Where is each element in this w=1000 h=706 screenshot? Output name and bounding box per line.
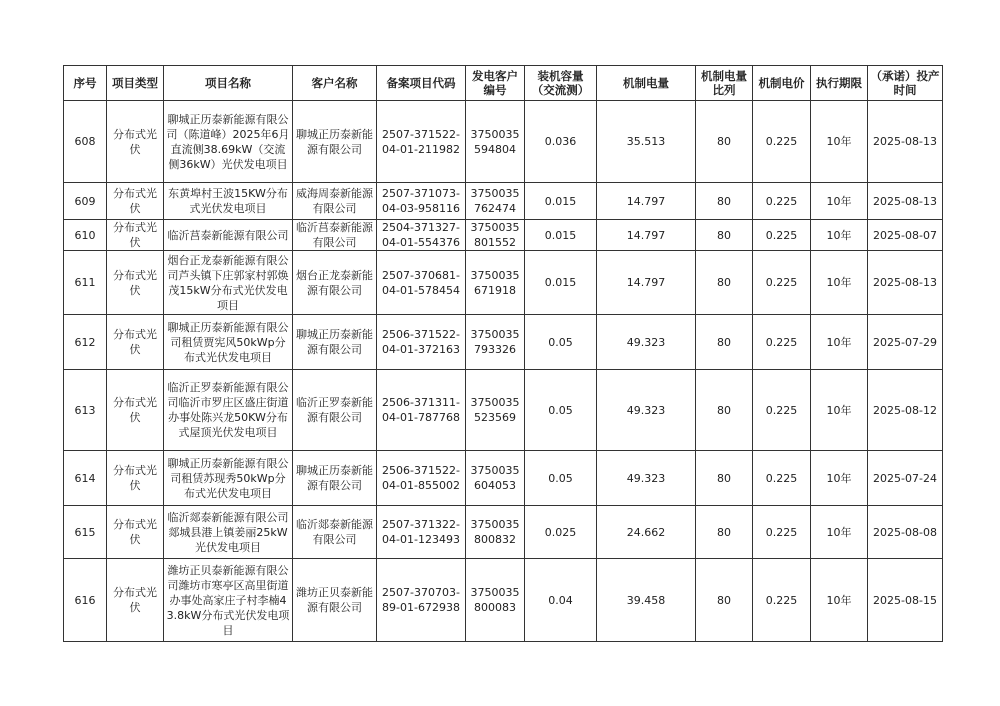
cell-capacity: 0.025 xyxy=(525,506,597,559)
table-row xyxy=(64,220,943,251)
cell-energy: 49.323 xyxy=(597,315,696,370)
cell-code: 2507-371322-04-01-123493 xyxy=(377,506,466,559)
cell-energy: 49.323 xyxy=(597,451,696,506)
cell-code: 2507-371073-04-03-958116 xyxy=(377,183,466,220)
cell-type: 分布式光伏 xyxy=(107,101,164,183)
cell-capacity: 0.05 xyxy=(525,370,597,451)
cell-price: 0.225 xyxy=(753,559,811,642)
header-ratio: 机制电量比列 xyxy=(696,66,753,101)
cell-capacity: 0.015 xyxy=(525,251,597,315)
cell-ratio: 80 xyxy=(696,506,753,559)
cell-no: 614 xyxy=(64,451,107,506)
cell-ratio: 80 xyxy=(696,315,753,370)
cell-capacity: 0.015 xyxy=(525,220,597,251)
cell-cust-no: 3750035523569 xyxy=(466,370,525,451)
cell-price: 0.225 xyxy=(753,183,811,220)
cell-code: 2506-371522-04-01-372163 xyxy=(377,315,466,370)
cell-name: 潍坊正贝泰新能源有限公司潍坊市寒亭区高里街道办事处高家庄子村李楠43.8kW分布式光伏发电项目 xyxy=(164,559,293,642)
cell-no: 609 xyxy=(64,183,107,220)
cell-date: 2025-07-29 xyxy=(868,315,943,370)
cell-code: 2507-370681-04-01-578454 xyxy=(377,251,466,315)
cell-term: 10年 xyxy=(811,559,868,642)
cell-ratio: 80 xyxy=(696,451,753,506)
cell-cust-no: 3750035801552 xyxy=(466,220,525,251)
cell-date: 2025-08-13 xyxy=(868,101,943,183)
cell-ratio: 80 xyxy=(696,101,753,183)
cell-type: 分布式光伏 xyxy=(107,315,164,370)
cell-name: 临沂正罗泰新能源有限公司临沂市罗庄区盛庄街道办事处陈兴龙50KW分布式屋顶光伏发电项目 xyxy=(164,370,293,451)
cell-price: 0.225 xyxy=(753,370,811,451)
cell-name: 聊城正历泰新能源有限公司租赁贾宪风50kWp分布式光伏发电项目 xyxy=(164,315,293,370)
cell-name: 聊城正历泰新能源有限公司租赁苏现秀50kWp分布式光伏发电项目 xyxy=(164,451,293,506)
cell-name: 临沂郯泰新能源有限公司郯城县港上镇姜丽25kW光伏发电项目 xyxy=(164,506,293,559)
cell-energy: 14.797 xyxy=(597,220,696,251)
table-row xyxy=(64,183,943,220)
cell-term: 10年 xyxy=(811,101,868,183)
cell-ratio: 80 xyxy=(696,183,753,220)
table-row xyxy=(64,315,943,370)
cell-customer: 临沂正罗泰新能源有限公司 xyxy=(293,370,377,451)
cell-energy: 14.797 xyxy=(597,183,696,220)
cell-ratio: 80 xyxy=(696,251,753,315)
cell-customer: 潍坊正贝泰新能源有限公司 xyxy=(293,559,377,642)
header-no: 序号 xyxy=(64,66,107,101)
cell-name: 烟台正龙泰新能源有限公司芦头镇下庄郭家村郭焕茂15kW分布式光伏发电项目 xyxy=(164,251,293,315)
header-cust-no: 发电客户编号 xyxy=(466,66,525,101)
cell-customer: 聊城正历泰新能源有限公司 xyxy=(293,315,377,370)
cell-no: 613 xyxy=(64,370,107,451)
cell-price: 0.225 xyxy=(753,101,811,183)
table-row xyxy=(64,451,943,506)
header-date: （承诺）投产时间 xyxy=(868,66,943,101)
cell-price: 0.225 xyxy=(753,315,811,370)
cell-code: 2504-371327-04-01-554376 xyxy=(377,220,466,251)
cell-type: 分布式光伏 xyxy=(107,451,164,506)
cell-cust-no: 3750035800083 xyxy=(466,559,525,642)
cell-cust-no: 3750035762474 xyxy=(466,183,525,220)
cell-date: 2025-07-24 xyxy=(868,451,943,506)
table-row xyxy=(64,251,943,315)
cell-customer: 临沂郯泰新能源有限公司 xyxy=(293,506,377,559)
cell-name: 聊城正历泰新能源有限公司（陈道峰）2025年6月直流侧38.69kW（交流侧36kW）光伏发电项目 xyxy=(164,101,293,183)
cell-term: 10年 xyxy=(811,451,868,506)
cell-date: 2025-08-08 xyxy=(868,506,943,559)
cell-type: 分布式光伏 xyxy=(107,220,164,251)
header-code: 备案项目代码 xyxy=(377,66,466,101)
cell-type: 分布式光伏 xyxy=(107,251,164,315)
project-table xyxy=(63,65,943,642)
header-term: 执行期限 xyxy=(811,66,868,101)
cell-code: 2506-371522-04-01-855002 xyxy=(377,451,466,506)
header-name: 项目名称 xyxy=(164,66,293,101)
cell-no: 615 xyxy=(64,506,107,559)
cell-code: 2506-371311-04-01-787768 xyxy=(377,370,466,451)
cell-type: 分布式光伏 xyxy=(107,559,164,642)
cell-cust-no: 3750035793326 xyxy=(466,315,525,370)
table-header-row xyxy=(64,66,943,101)
cell-term: 10年 xyxy=(811,183,868,220)
cell-price: 0.225 xyxy=(753,451,811,506)
cell-code: 2507-371522-04-01-211982 xyxy=(377,101,466,183)
header-price: 机制电价 xyxy=(753,66,811,101)
cell-capacity: 0.05 xyxy=(525,451,597,506)
table-row xyxy=(64,370,943,451)
cell-energy: 39.458 xyxy=(597,559,696,642)
cell-date: 2025-08-07 xyxy=(868,220,943,251)
cell-type: 分布式光伏 xyxy=(107,506,164,559)
cell-date: 2025-08-12 xyxy=(868,370,943,451)
table-row xyxy=(64,559,943,642)
cell-no: 611 xyxy=(64,251,107,315)
cell-term: 10年 xyxy=(811,220,868,251)
cell-type: 分布式光伏 xyxy=(107,183,164,220)
cell-price: 0.225 xyxy=(753,506,811,559)
table-row xyxy=(64,506,943,559)
cell-name: 临沂莒泰新能源有限公司 xyxy=(164,220,293,251)
cell-cust-no: 3750035671918 xyxy=(466,251,525,315)
cell-term: 10年 xyxy=(811,315,868,370)
cell-customer: 聊城正历泰新能源有限公司 xyxy=(293,451,377,506)
cell-date: 2025-08-13 xyxy=(868,251,943,315)
cell-date: 2025-08-15 xyxy=(868,559,943,642)
cell-ratio: 80 xyxy=(696,220,753,251)
cell-type: 分布式光伏 xyxy=(107,370,164,451)
cell-term: 10年 xyxy=(811,370,868,451)
table-row xyxy=(64,101,943,183)
cell-customer: 临沂莒泰新能源有限公司 xyxy=(293,220,377,251)
cell-code: 2507-370703-89-01-672938 xyxy=(377,559,466,642)
cell-energy: 24.662 xyxy=(597,506,696,559)
cell-term: 10年 xyxy=(811,251,868,315)
cell-energy: 49.323 xyxy=(597,370,696,451)
cell-capacity: 0.036 xyxy=(525,101,597,183)
header-capacity: 装机容量（交流测） xyxy=(525,66,597,101)
cell-no: 616 xyxy=(64,559,107,642)
cell-cust-no: 3750035604053 xyxy=(466,451,525,506)
cell-date: 2025-08-13 xyxy=(868,183,943,220)
cell-no: 612 xyxy=(64,315,107,370)
cell-cust-no: 3750035800832 xyxy=(466,506,525,559)
cell-energy: 14.797 xyxy=(597,251,696,315)
cell-customer: 烟台正龙泰新能源有限公司 xyxy=(293,251,377,315)
cell-customer: 聊城正历泰新能源有限公司 xyxy=(293,101,377,183)
cell-term: 10年 xyxy=(811,506,868,559)
cell-price: 0.225 xyxy=(753,220,811,251)
cell-capacity: 0.05 xyxy=(525,315,597,370)
cell-energy: 35.513 xyxy=(597,101,696,183)
header-energy: 机制电量 xyxy=(597,66,696,101)
cell-capacity: 0.015 xyxy=(525,183,597,220)
cell-ratio: 80 xyxy=(696,559,753,642)
cell-customer: 威海周泰新能源有限公司 xyxy=(293,183,377,220)
cell-cust-no: 3750035594804 xyxy=(466,101,525,183)
header-type: 项目类型 xyxy=(107,66,164,101)
cell-capacity: 0.04 xyxy=(525,559,597,642)
cell-ratio: 80 xyxy=(696,370,753,451)
cell-no: 610 xyxy=(64,220,107,251)
cell-no: 608 xyxy=(64,101,107,183)
cell-name: 东黄埠村王波15KW分布式光伏发电项目 xyxy=(164,183,293,220)
cell-price: 0.225 xyxy=(753,251,811,315)
header-customer: 客户名称 xyxy=(293,66,377,101)
